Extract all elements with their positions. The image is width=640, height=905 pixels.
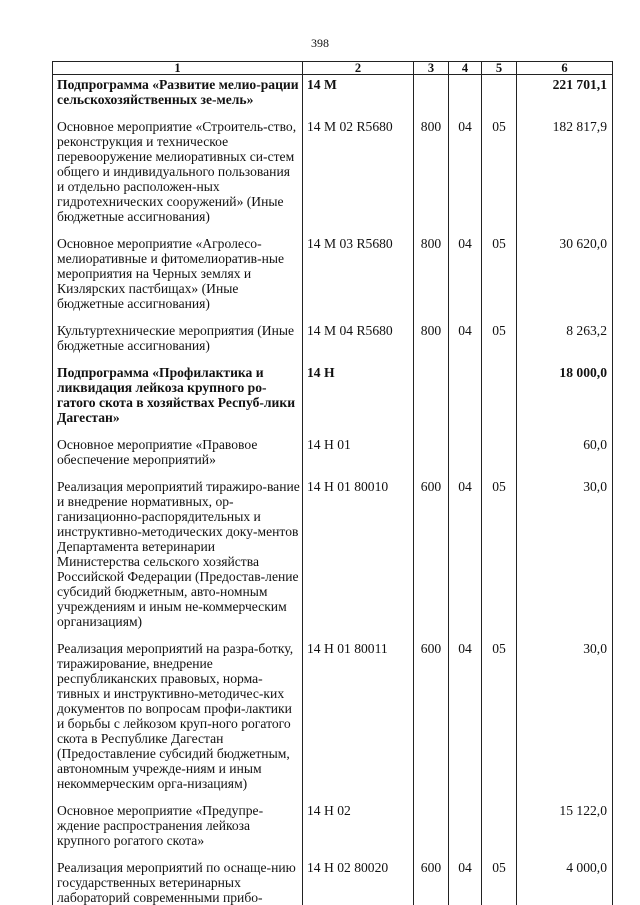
row-code-cell: 14 Н 02	[303, 801, 414, 858]
table-row	[53, 75, 613, 118]
column-header: 5	[482, 62, 517, 75]
table-header-row	[53, 62, 613, 75]
table-row	[53, 435, 613, 477]
row-amount-cell: 182 817,9	[517, 117, 613, 234]
row-code-cell: 14 Н	[303, 363, 414, 435]
row-col3-cell	[414, 363, 449, 435]
table-row	[53, 801, 613, 858]
row-col5-cell: 05	[482, 639, 517, 801]
row-col3-cell: 800	[414, 321, 449, 363]
row-col4-cell	[449, 801, 482, 858]
row-col3-cell: 600	[414, 639, 449, 801]
column-header: 2	[303, 62, 414, 75]
row-code-cell: 14 Н 01	[303, 435, 414, 477]
column-header: 1	[53, 62, 303, 75]
row-amount-cell: 30 620,0	[517, 234, 613, 321]
table-row	[53, 639, 613, 801]
row-amount-cell: 60,0	[517, 435, 613, 477]
row-code-cell: 14 М 03 R5680	[303, 234, 414, 321]
row-col4-cell	[449, 363, 482, 435]
row-code-cell: 14 М 02 R5680	[303, 117, 414, 234]
row-amount-cell: 30,0	[517, 477, 613, 639]
row-name-cell: Основное мероприятие «Правовое обеспечение мероприятий»	[53, 435, 303, 477]
row-name-cell: Реализация мероприятий на разра-ботку, тиражирование, внедрение республиканских правовых, норма-тивных и инструктивно-методичес-ких документов по вопросам профи-лактики и борьбы с лейкозом круп-ного рогатого скота в Республике Дагестан (Предоставление субсидий бюджетным, автономным учрежде-ниям и иным некоммерческим орга-низациям)	[53, 639, 303, 801]
budget-table	[52, 61, 613, 905]
row-col4-cell: 04	[449, 234, 482, 321]
table-row	[53, 321, 613, 363]
row-col3-cell: 800	[414, 234, 449, 321]
row-name-cell: Основное мероприятие «Агролесо-мелиоративные и фитомелиоратив-ные мероприятия на Черных землях и Кизлярских пастбищах» (Иные бюджетные ассигнования)	[53, 234, 303, 321]
table-row	[53, 117, 613, 234]
row-code-cell: 14 Н 01 80011	[303, 639, 414, 801]
row-name-cell: Основное мероприятие «Предупре-ждение распространения лейкоза крупного рогатого скота»	[53, 801, 303, 858]
row-amount-cell: 18 000,0	[517, 363, 613, 435]
row-name-cell: Подпрограмма «Развитие мелио-рации сельскохозяйственных зе-мель»	[53, 75, 303, 118]
row-col3-cell	[414, 435, 449, 477]
row-amount-cell: 8 263,2	[517, 321, 613, 363]
row-col4-cell: 04	[449, 117, 482, 234]
row-amount-cell: 221 701,1	[517, 75, 613, 118]
row-col5-cell: 05	[482, 321, 517, 363]
row-col3-cell: 800	[414, 117, 449, 234]
row-col3-cell	[414, 75, 449, 118]
row-col4-cell	[449, 435, 482, 477]
table-row	[53, 234, 613, 321]
row-col5-cell	[482, 363, 517, 435]
row-col4-cell: 04	[449, 639, 482, 801]
row-name-cell: Реализация мероприятий по оснаще-нию государственных ветеринарных лабораторий современными прибо-	[53, 858, 303, 905]
column-header: 4	[449, 62, 482, 75]
column-header: 6	[517, 62, 613, 75]
row-code-cell: 14 М 04 R5680	[303, 321, 414, 363]
row-col4-cell	[449, 75, 482, 118]
row-amount-cell: 30,0	[517, 639, 613, 801]
row-name-cell: Культуртехнические мероприятия (Иные бюджетные ассигнования)	[53, 321, 303, 363]
table-row	[53, 858, 613, 905]
row-amount-cell: 4 000,0	[517, 858, 613, 905]
row-col5-cell: 05	[482, 858, 517, 905]
row-col5-cell	[482, 801, 517, 858]
row-col4-cell: 04	[449, 858, 482, 905]
row-col5-cell: 05	[482, 234, 517, 321]
table-row	[53, 477, 613, 639]
row-col5-cell	[482, 75, 517, 118]
row-col3-cell: 600	[414, 477, 449, 639]
row-col5-cell: 05	[482, 477, 517, 639]
row-code-cell: 14 М	[303, 75, 414, 118]
row-col3-cell: 600	[414, 858, 449, 905]
row-col4-cell: 04	[449, 321, 482, 363]
row-col4-cell: 04	[449, 477, 482, 639]
row-col3-cell	[414, 801, 449, 858]
row-name-cell: Основное мероприятие «Строитель-ство, реконструкция и техническое перевооружение мелиоративных си-стем общего и индивидуального пользования и отдельно расположен-ных гидротехнических сооружений» (Иные бюджетные ассигнования)	[53, 117, 303, 234]
row-code-cell: 14 Н 01 80010	[303, 477, 414, 639]
row-col5-cell: 05	[482, 117, 517, 234]
row-name-cell: Реализация мероприятий тиражиро-вание и внедрение нормативных, ор-ганизационно-распорядительных и инструктивно-методических доку-ментов Департамента ветеринарии Министерства сельского хозяйства Российской Федерации (Предостав-ление субсидий бюджетным, авто-номным учреждениям и иным не-коммерческим организациям)	[53, 477, 303, 639]
row-name-cell: Подпрограмма «Профилактика и ликвидация лейкоза крупного ро-гатого скота в хозяйствах Респуб-лики Дагестан»	[53, 363, 303, 435]
table-body	[53, 75, 613, 905]
row-code-cell: 14 Н 02 80020	[303, 858, 414, 905]
column-header: 3	[414, 62, 449, 75]
page-number: 398	[311, 36, 329, 50]
row-col5-cell	[482, 435, 517, 477]
row-amount-cell: 15 122,0	[517, 801, 613, 858]
table-row	[53, 363, 613, 435]
